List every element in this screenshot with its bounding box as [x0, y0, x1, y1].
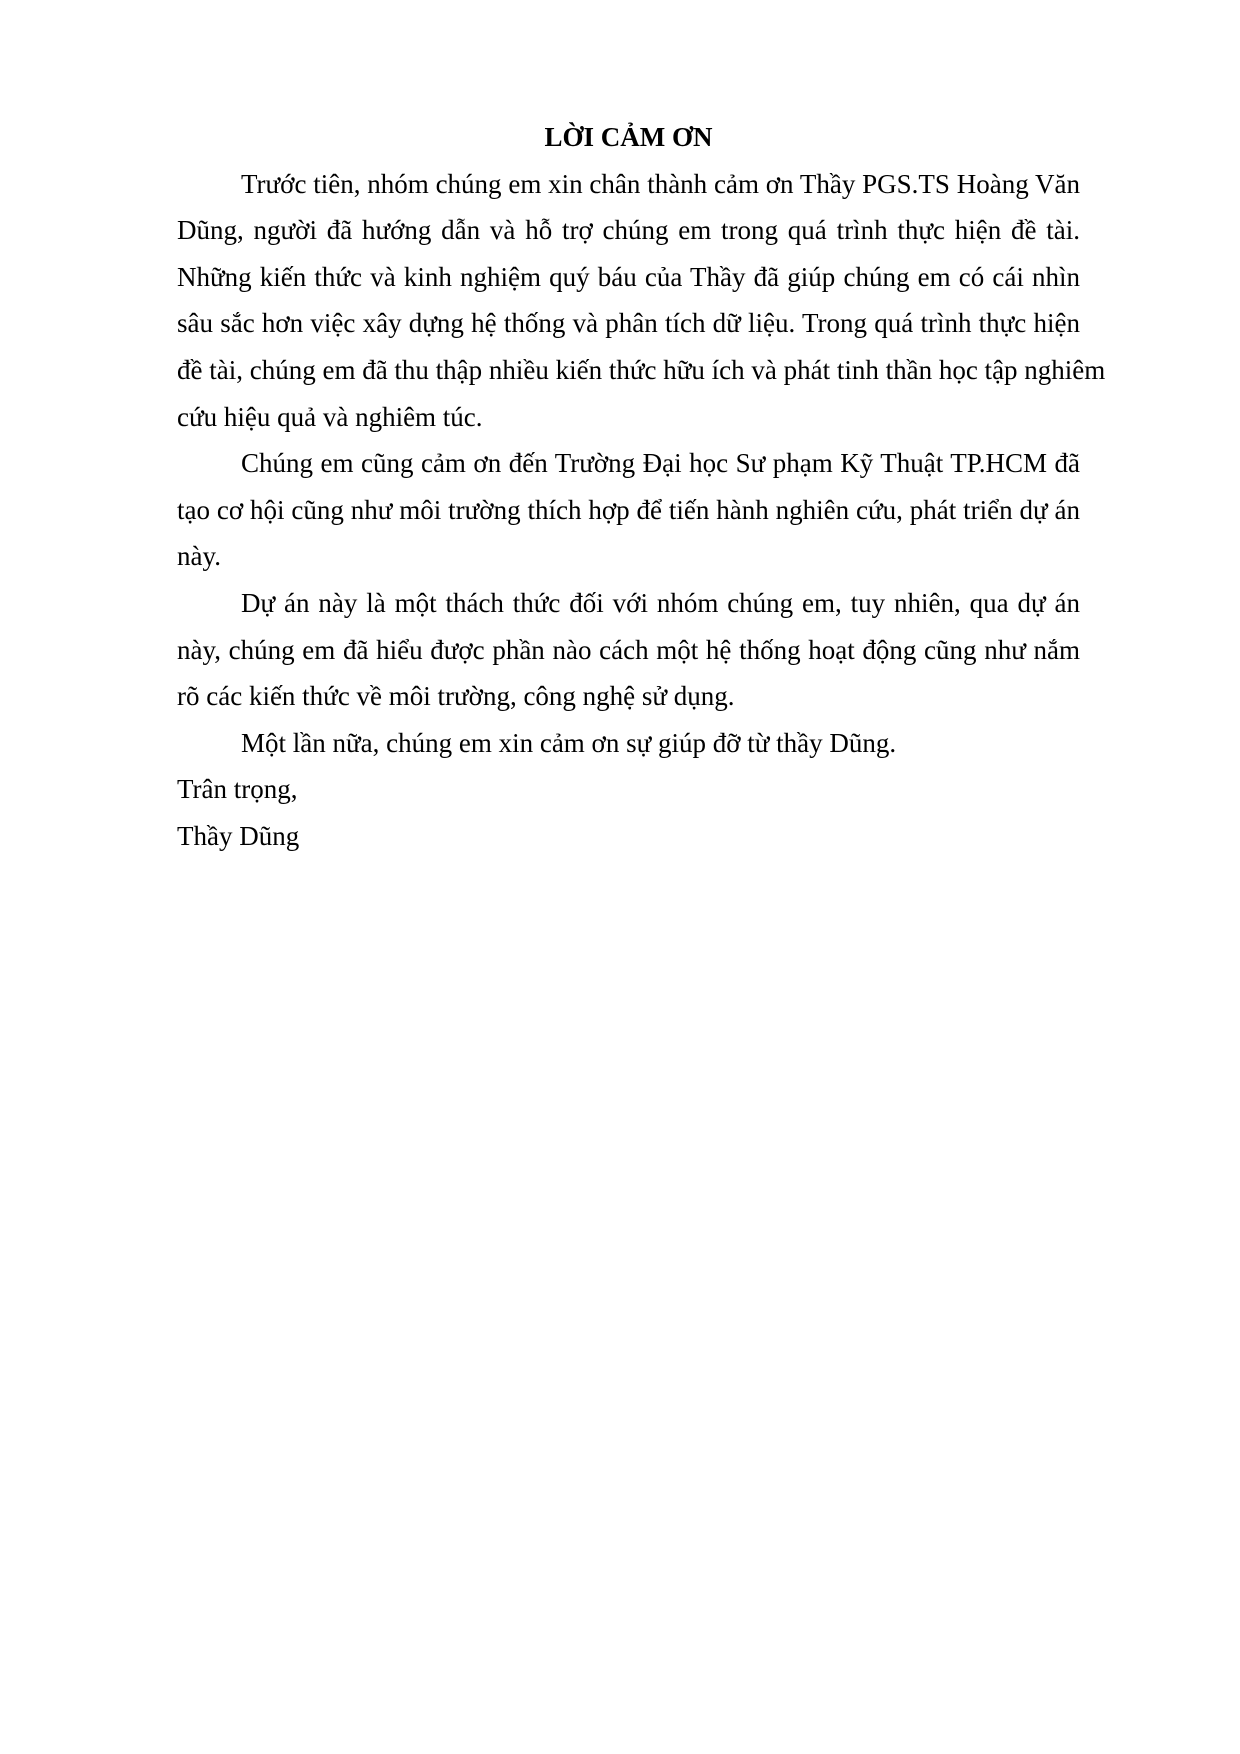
paragraph-line: rõ các kiến thức về môi trường, công nghệ sử dụng. [177, 681, 735, 712]
paragraph [177, 580, 1080, 720]
paragraph-line: Dũng, người đã hướng dẫn và hỗ trợ chúng em trong quá trình thực hiện đề tài. [177, 215, 1080, 246]
paragraph [177, 720, 1080, 767]
page-title: LỜI CẢM ƠN [544, 122, 713, 152]
paragraph-line: cứu hiệu quả và nghiêm túc. [177, 401, 483, 432]
paragraph-line: đề tài, chúng em đã thu thập nhiều kiến thức hữu ích và phát tinh thần học tập nghiêm [177, 354, 1106, 385]
paragraph-line: Chúng em cũng cảm ơn đến Trường Đại học Sư phạm Kỹ Thuật TP.HCM đã [241, 448, 1080, 479]
paragraph-line: này. [177, 541, 221, 572]
document-page [177, 114, 1106, 860]
closing-text: Trân trọng, [177, 774, 298, 805]
paragraph-line: tạo cơ hội cũng như môi trường thích hợp để tiến hành nghiên cứu, phát triển dự án [177, 494, 1080, 525]
paragraph-line: sâu sắc hơn việc xây dựng hệ thống và phân tích dữ liệu. Trong quá trình thực hiện [177, 308, 1080, 339]
paragraph [177, 440, 1080, 580]
paragraph [177, 161, 1106, 441]
document-body [177, 161, 1106, 767]
paragraph-line: Dự án này là một thách thức đối với nhóm chúng em, tuy nhiên, qua dự án [241, 587, 1080, 618]
paragraph-line: này, chúng em đã hiểu được phần nào cách một hệ thống hoạt động cũng như nắm [177, 634, 1080, 665]
signature-text: Thầy Dũng [177, 820, 300, 851]
paragraph-line: Những kiến thức và kinh nghiệm quý báu của Thầy đã giúp chúng em có cái nhìn [177, 261, 1080, 292]
paragraph-line: Một lần nữa, chúng em xin cảm ơn sự giúp đỡ từ thầy Dũng. [241, 727, 897, 758]
paragraph-line: Trước tiên, nhóm chúng em xin chân thành cảm ơn Thầy PGS.TS Hoàng Văn [241, 168, 1080, 199]
